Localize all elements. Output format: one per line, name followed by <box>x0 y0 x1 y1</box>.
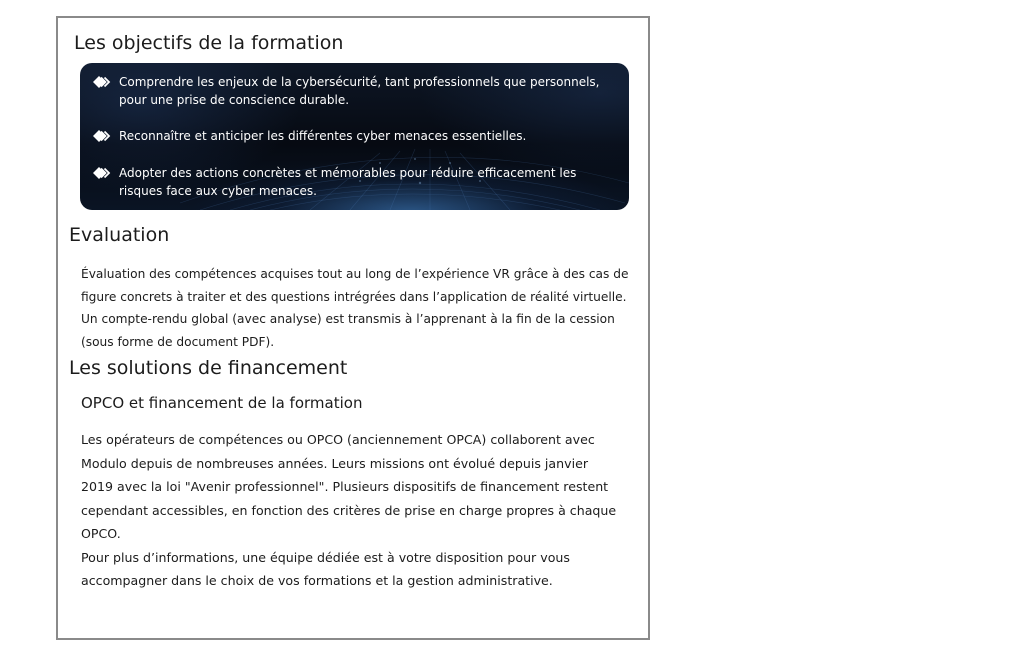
double-diamond-arrow-icon <box>92 166 112 180</box>
evaluation-heading: Evaluation <box>69 224 170 246</box>
double-diamond-arrow-icon <box>92 129 112 143</box>
objective-text: Reconnaître et anticiper les différentes cyber menaces essentielles. <box>119 129 527 143</box>
opco-subheading: OPCO et financement de la formation <box>81 394 363 412</box>
opco-text <box>81 428 621 593</box>
double-diamond-arrow-icon <box>92 75 112 89</box>
objective-text: Adopter des actions concrètes et mémorables pour réduire efficacement les risques face aux cyber menaces. <box>119 166 577 198</box>
evaluation-text: Évaluation des compétences acquises tout au long de l’expérience VR grâce à des cas de figure concrets à traiter et des questions intrégrées dans l’application de réalité virtuelle. Un compte-rendu global (avec analyse) est transmis à l’apprenant à la fin de la cession (sous forme de document PDF). <box>81 267 629 349</box>
objective-text: Comprendre les enjeux de la cybersécurité, tant professionnels que personnels, pour une prise de conscience durable. <box>119 75 600 107</box>
objectives-heading: Les objectifs de la formation <box>74 32 344 54</box>
opco-paragraph: Les opérateurs de compétences ou OPCO (anciennement OPCA) collaborent avec Modulo depuis de nombreuses années. Leurs missions ont évolué depuis janvier 2019 avec la loi "Avenir professionnel". Plusieurs dispositifs de financement restent cependant accessibles, en fonction des critères de prise en charge propres à chaque OPCO. <box>81 432 617 541</box>
content-frame <box>56 16 650 640</box>
financing-heading: Les solutions de financement <box>69 357 348 379</box>
contact-paragraph: Pour plus d’informations, une équipe dédiée est à votre disposition pour vous accompagner dans le choix de vos formations et la gestion administrative. <box>81 549 570 588</box>
objectives-banner <box>80 63 629 210</box>
